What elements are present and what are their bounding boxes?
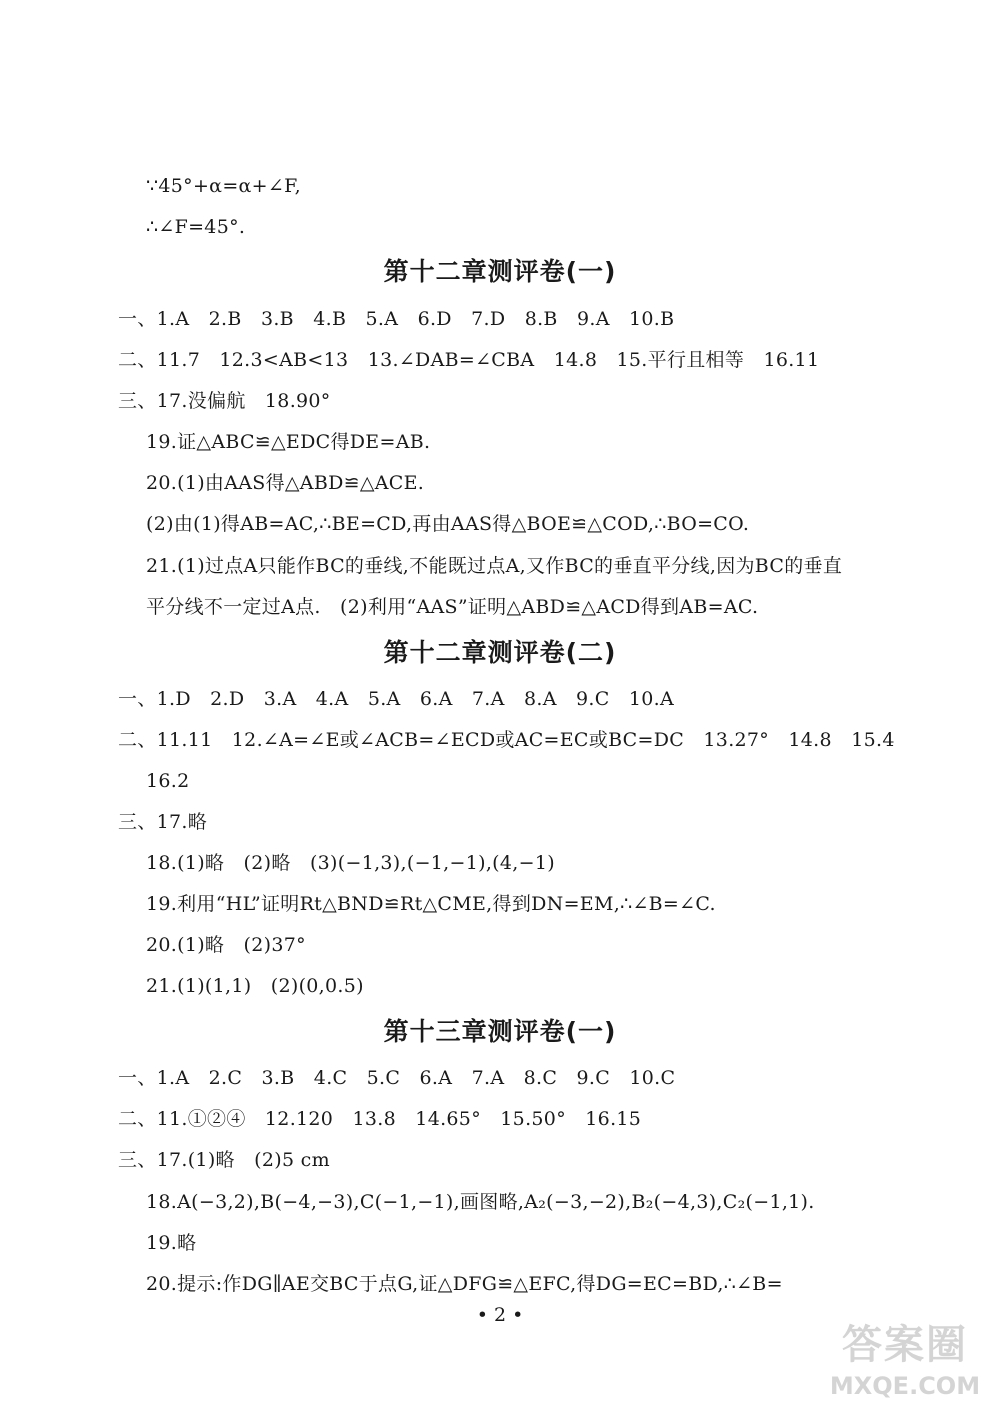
answer-line: 三、17.略: [118, 811, 208, 833]
answer-line: (2)由(1)得AB=AC,∴BE=CD,再由AAS得△BOE≌△COD,∴BO=CO.: [146, 513, 750, 535]
answer-line: 16.2: [146, 770, 190, 792]
answer-line: 一、1.A 2.C 3.B 4.C 5.C 6.A 7.A 8.C 9.C 10.C: [118, 1067, 676, 1089]
section-heading-ch13-1: 第十三章测评卷(一): [383, 1017, 617, 1046]
watermark-logo: 答案圈: [842, 1322, 968, 1368]
answer-line: 一、1.A 2.B 3.B 4.B 5.A 6.D 7.D 8.B 9.A 10.B: [118, 308, 675, 330]
answer-line: 20.提示:作DG∥AE交BC于点G,证△DFG≌△EFC,得DG=EC=BD,∴∠B=: [146, 1273, 783, 1295]
answer-line: 19.证△ABC≌△EDC得DE=AB.: [146, 431, 431, 453]
answer-line: 二、11.①②④ 12.120 13.8 14.65° 15.50° 16.15: [118, 1108, 642, 1130]
proof-line: ∵45°+α=α+∠F,: [146, 175, 301, 197]
answer-line: 20.(1)略 (2)37°: [146, 934, 306, 956]
answer-line: 19.利用“HL”证明Rt△BND≌Rt△CME,得到DN=EM,∴∠B=∠C.: [146, 893, 716, 915]
page-number: • 2 •: [476, 1304, 524, 1326]
section-heading-ch12-2: 第十二章测评卷(二): [383, 638, 617, 667]
answer-line: 21.(1)(1,1) (2)(0,0.5): [146, 975, 364, 997]
watermark-url: MXQE.COM: [829, 1372, 981, 1400]
proof-conclusion: ∴∠F=45°.: [146, 216, 246, 238]
answer-line: 三、17.(1)略 (2)5 cm: [118, 1149, 330, 1171]
watermark: [820, 1322, 990, 1407]
answer-line: 20.(1)由AAS得△ABD≌△ACE.: [146, 472, 425, 494]
section-heading-ch12-1: 第十二章测评卷(一): [383, 257, 617, 286]
answer-line: 18.A(−3,2),B(−4,−3),C(−1,−1),画图略,A₂(−3,−2),B₂(−4,3),C₂(−1,1).: [146, 1191, 815, 1213]
answer-line: 18.(1)略 (2)略 (3)(−1,3),(−1,−1),(4,−1): [146, 852, 555, 874]
answer-line: 21.(1)过点A只能作BC的垂线,不能既过点A,又作BC的垂直平分线,因为BC的垂直: [146, 555, 843, 577]
answer-line: 19.略: [146, 1232, 197, 1254]
answer-line: 一、1.D 2.D 3.A 4.A 5.A 6.A 7.A 8.A 9.C 10.A: [118, 688, 675, 710]
answer-line: 三、17.没偏航 18.90°: [118, 390, 331, 412]
answer-line: 二、11.11 12.∠A=∠E或∠ACB=∠ECD或AC=EC或BC=DC 13.27° 14.8 15.4: [118, 729, 895, 751]
answer-line: 二、11.7 12.3<AB<13 13.∠DAB=∠CBA 14.8 15.平行且相等 16.11: [118, 349, 820, 371]
answer-line: 平分线不一定过A点. (2)利用“AAS”证明△ABD≌△ACD得到AB=AC.: [146, 596, 759, 618]
